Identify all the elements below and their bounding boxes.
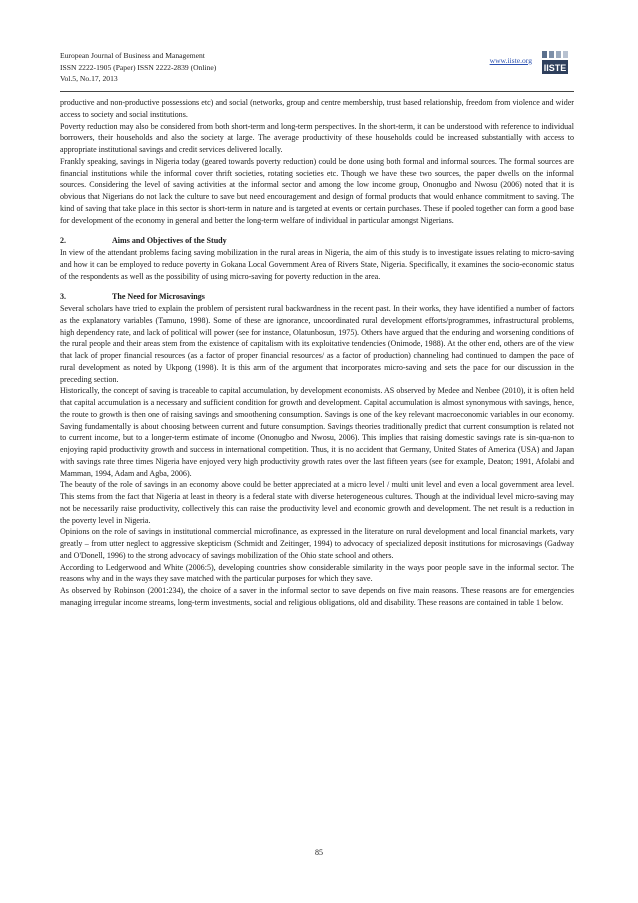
page-number: 85 xyxy=(315,848,323,857)
section-3-paragraph: Several scholars have tried to explain the problem of persistent rural backwardness in the recent past. In their works, they have identified a number of factors as the explanatory variables (Tamuno, 1998). Some of these are ignorance, uncoordinated rural development efforts/programmes, infrastructural problems, high dependency rate, and lack of political will power (see for instance, Olatunbosun, 1975). Others have argued that the enduring and worsening conditions of the rural people and their areas stem from the existence of capitalism with its exploitative tendencies (Onimode, 1988). At the other end, others are of the view that lack of proper financial resources (as a factor of proper financial resources/ as a factor of production) channeling had continued to dampen the pace of rural development as noted by Ukpong (1998). It is this arm of the argument that incorporates micro-saving and sets the pace for our discussion in the preceding section. xyxy=(60,304,574,384)
issn-line: ISSN 2222-1905 (Paper) ISSN 2222-2839 (Online) xyxy=(60,62,217,72)
logo-wordmark: IISTE xyxy=(543,63,567,73)
section-3-number: 3. xyxy=(60,292,67,302)
section-3-paragraph: Opinions on the role of savings in institutional commercial microfinance, as expressed in the literature on rural development and local financial markets, vary greatly – from utter neglect to aggressive skepticism (Schmidt and Zeitinger, 1994) to advocacy of specialized deposit institutions for microsavings (Gadway and O'Donell, 1996) to the strong advocacy of savings mobilization of the Ohio state school and others. xyxy=(60,527,574,560)
volume-line: Vol.5, No.17, 2013 xyxy=(60,74,118,83)
header-divider xyxy=(60,91,574,92)
article-body xyxy=(60,97,574,609)
intro-paragraph: Poverty reduction may also be considered from both short-term and long-term perspectives. In the short-term, it can be understood with reference to individual borrowers, their households and also the society at large. The average productivity of these households could be increased substantially with access to appropriate institutional savings and credit services delivered locally. xyxy=(60,121,574,154)
section-2-paragraph: In view of the attendant problems facing saving mobilization in the rural areas in Nigeria, the aim of this study is to investigate issues relating to micro-saving and how it can be employed to reduce poverty in Gokana Local Government Area of Rivers State, Nigeria. Specifically, it examines the socio-economic status of the respondents as well as the possibility of using micro-saving for poverty reduction in the area. xyxy=(60,248,574,281)
section-3-paragraph: Historically, the concept of saving is traceable to capital accumulation, by development economists. AS observed by Medee and Nenbee (2010), it is often held that capital accumulation is a necessary and sufficient condition for growth and development. Capital accumulation is almost synonymous with savings, hence, the route to growth is then one of raising savings and smoothening consumption. Savings is one of the key relevant macroeconomic variables in our economy. Saving fundamentally is about choosing between current and future consumption. Savings theories traditionally predict that current consumption is related not to current income, but to a longer-term estimate of income (Ononugbo and Nwosu, 2006). This implies that raising domestic savings rate is sin-qua-non to enjoying rapid productivity growth and success in international competition. Thus, it is no accident that Germany, United States of America (USA) and Japan with savings rate three times Nigeria have enjoyed very high productivity growth rates over the last fifteen years (see for example, Deaton; 1991, Afolabi and Mamman, 1994, Adam and Agba, 2006). xyxy=(60,386,574,478)
section-3-paragraph: As observed by Robinson (2001:234), the choice of a saver in the informal sector to save depends on five main reasons. These reasons are for emergencies managing irregular income streams, long-term investments, social and religious obligations, old and disability. These reasons are contained in table 1 below. xyxy=(60,586,574,607)
journal-url-link[interactable]: www.iiste.org xyxy=(489,56,532,65)
section-2-title: Aims and Objectives of the Study xyxy=(112,236,227,246)
page-header xyxy=(60,50,574,85)
section-3-heading xyxy=(60,291,574,303)
journal-title: European Journal of Business and Management xyxy=(60,51,205,60)
section-2-number: 2. xyxy=(60,236,67,246)
section-2-heading xyxy=(60,235,574,247)
section-3-paragraph: According to Ledgerwood and White (2006:5), developing countries show considerable similarity in the ways poor people save in the informal sector. The reasons why and in the ways they save matched with the particular purposes for which they save. xyxy=(60,562,574,584)
iiste-logo xyxy=(538,50,574,78)
section-3-paragraph: The beauty of the role of savings in an economy above could be better appreciated at a micro level / multi unit level and even a local government area level. This stems from the fact that Nigeria at least in theory is a federal state with diverse heterogeneous cultures. Though at the individual level micro-saving may not be necessarily raise productivity, collectively this can raise the productivity level and economic growth and development. The net result is a reduction in the poverty level in Nigeria. xyxy=(60,480,574,525)
intro-paragraph: productive and non-productive possessions etc) and social (networks, group and centre membership, trust based relationship, freedom from violence and wider access to society and social institutions. xyxy=(60,98,574,119)
section-3-title: The Need for Microsavings xyxy=(112,292,205,302)
intro-paragraph: Frankly speaking, savings in Nigeria today (geared towards poverty reduction) could be done using both formal and informal sources. The formal sources are financial institutions while the informal cover thrift societies, rotating societies etc. Though we have these two sources, the paper dwells on the informal sources. Considering the level of saving activities at the informal sector and among the low income group, Ononugbo and Nwosu (2006) noted that it is obvious that Nigerians do not lack the culture to save but need encouragement and design of formal products that would enhance commitment to saving. The kind of saving that take place in this sector is short-term in nature and is targeted at events or certain purchases. These if pooled together can form a good base for development of the economy in general and better the long-term welfare of individual in particular amongst Nigerians. xyxy=(60,156,574,225)
